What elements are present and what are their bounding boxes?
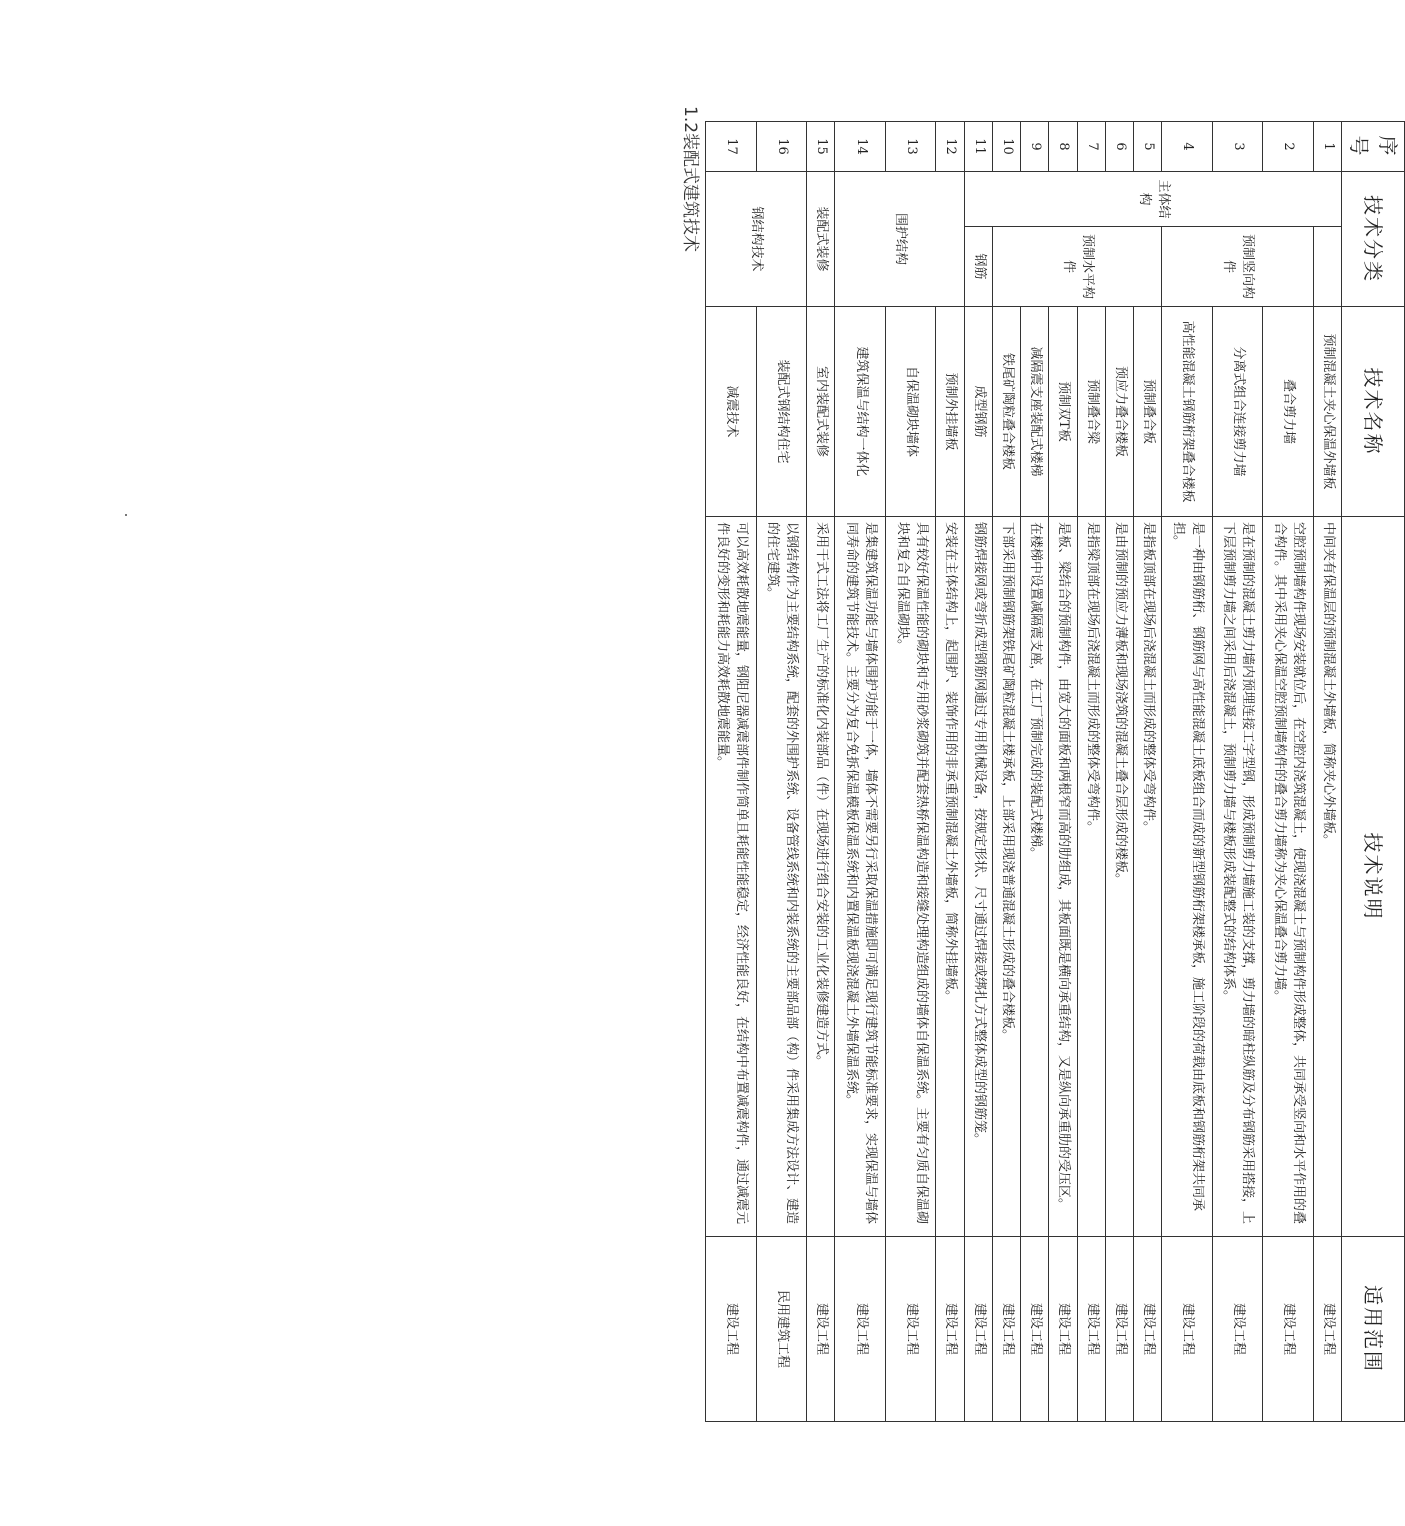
row-name: 铁尾矿陶粒叠合楼板 [992,307,1020,517]
row-name: 叠合剪力墙 [1263,307,1314,517]
row-name: 预制双T板 [1049,307,1077,517]
row-name: 室内装配式装修 [807,307,835,517]
row-name: 成型钢筋 [964,307,992,517]
row-name: 预制叠合梁 [1077,307,1105,517]
table-row [1077,122,1105,1422]
table-row [1133,122,1161,1422]
table-row [1162,122,1213,1422]
row-name: 自保温砌块墙体 [885,307,936,517]
category-main: 主体结构 [964,172,1341,227]
row-no: 3 [1212,122,1263,172]
row-no: 8 [1049,122,1077,172]
table-row [807,122,835,1422]
header-no: 序号 [1342,122,1405,172]
row-description: 具有较好保温性能的砌块和专用砂浆砌筑并配套热桥保温构造和接缝处理构造组成的墙体自保温系统。主要有匀质自保温砌块和复合自保温砌块。 [885,517,936,1237]
table-row [1212,122,1263,1422]
header-category: 技术分类 [1342,172,1405,307]
row-description: 下部采用预制钢筋架铁尾矿陶粒混凝土楼承板，上部采用现浇普通混凝土形成的叠合楼板。 [992,517,1020,1237]
row-description: 是指梁顶部在现场后浇混凝土而形成的整体受弯构件。 [1077,517,1105,1237]
table-row [964,122,992,1422]
row-no: 4 [1162,122,1213,172]
row-scope: 建设工程 [807,1237,835,1422]
table-row [1313,122,1341,1422]
rotated-content [665,106,1405,1451]
header-scope: 适用范围 [1342,1237,1405,1422]
row-name: 建筑保温与结构一体化 [835,307,886,517]
table-row [885,122,936,1422]
technology-table [705,121,1405,1422]
row-scope: 建设工程 [1021,1237,1049,1422]
row-no: 17 [706,122,757,172]
row-scope: 建设工程 [1105,1237,1133,1422]
row-description: 是由预制的预应力薄板和现场浇筑的混凝土叠合层形成的楼板。 [1105,517,1133,1237]
section-title: 1.2装配式建筑技术 [680,106,700,253]
table-row [1105,122,1133,1422]
row-name: 预制叠合板 [1133,307,1161,517]
header-name: 技术名称 [1342,307,1405,517]
category-vertical: 预制竖向构件 [1162,227,1314,307]
row-name: 预制混凝土夹心保温外墙板 [1313,307,1341,517]
row-description: 是一种由钢筋桁、钢筋网与高性能混凝土底板组合而成的新型钢筋桁架楼承板，施工阶段的荷载由底板和钢筋桁架共同承担。 [1162,517,1213,1237]
row-scope: 建设工程 [1049,1237,1077,1422]
row-description: 是集建筑保温功能与墙体围护功能于一体，墙体不需要另行采取保温措施即可满足现行建筑节能标准要求，实现保温与墙体同寿命的建筑节能技术。主要分为复合免拆保温模板保温系统和内置保温板现浇混凝土外墙保温系统。 [835,517,886,1237]
header-description: 技术说明 [1342,517,1405,1237]
category-blank [1313,227,1341,307]
row-name: 减隔震支座装配式楼梯 [1021,307,1049,517]
row-name: 预制外挂墙板 [936,307,964,517]
row-no: 16 [756,122,807,172]
row-scope: 建设工程 [964,1237,992,1422]
table-row [992,122,1020,1422]
row-scope: 建设工程 [1263,1237,1314,1422]
table-row [706,122,757,1422]
row-description: 可以高效耗散地震能量，钢阻尼器减震部件制作简单且耗能性能稳定，经济性能良好，在结构中布置减震构件，通过减震元件良好的变形和耗能力高效耗散地震能量。 [706,517,757,1237]
row-description: 是指板顶部在现场后浇混凝土而形成的整体受弯构件。 [1133,517,1161,1237]
row-name: 装配式钢结构住宅 [756,307,807,517]
category-steel: 钢结构技术 [706,172,807,307]
row-name: 高性能混凝土钢筋桁架叠合楼板 [1162,307,1213,517]
row-scope: 建设工程 [1077,1237,1105,1422]
row-description: 钢筋焊接网或弯折成型钢筋网通过专用机械设备，按规定形状、尺寸通过焊接或绑扎方式整体成型的钢筋笼。 [964,517,992,1237]
row-description: 是在预制的混凝土剪力墙内预埋连接工字型钢，形成预制剪力墙施工装的支撑，剪力墙的暗柱纵筋及分布钢筋采用搭接，上下层预制剪力墙之间采用后浇混凝土，预制剪力墙与楼板形成装配整式的结构体系。 [1212,517,1263,1237]
row-scope: 建设工程 [1212,1237,1263,1422]
row-name: 减震技术 [706,307,757,517]
header-row [1342,122,1405,1422]
row-description: 中间夹有保温层的预制混凝土外墙板，简称夹心外墙板。 [1313,517,1341,1237]
table-row [936,122,964,1422]
row-no: 10 [992,122,1020,172]
row-description: 安装在主体结构上，起围护、装饰作用的非承重预制混凝土外墙板，简称外挂墙板。 [936,517,964,1237]
row-no: 7 [1077,122,1105,172]
row-scope: 建设工程 [1133,1237,1161,1422]
row-no: 14 [835,122,886,172]
row-description: 是板、梁结合的预制构件，由宽大的面板和两根窄而高的肋组成，其板面既是横向承重结构，又是纵向承重肋的受压区。 [1049,517,1077,1237]
row-scope: 建设工程 [706,1237,757,1422]
row-description: 以钢结构作为主要结构系统，配套的外围护系统、设备管线系统和内装系统的主要部品部（构）件采用集成方法设计、建造的住宅建筑。 [756,517,807,1237]
row-scope: 民用建筑工程 [756,1237,807,1422]
row-no: 5 [1133,122,1161,172]
row-no: 11 [964,122,992,172]
row-no: 15 [807,122,835,172]
row-no: 2 [1263,122,1314,172]
table-row [835,122,886,1422]
row-no: 13 [885,122,936,172]
category-horizontal: 预制水平构件 [992,227,1161,307]
scan-speck [125,514,127,516]
row-description: 在楼梯中设置减隔震支座，在工厂预制完成的装配式楼梯。 [1021,517,1049,1237]
row-name: 预应力叠合楼板 [1105,307,1133,517]
row-scope: 建设工程 [992,1237,1020,1422]
row-scope: 建设工程 [835,1237,886,1422]
row-scope: 建设工程 [885,1237,936,1422]
row-scope: 建设工程 [936,1237,964,1422]
table-row [1021,122,1049,1422]
category-decoration: 装配式装修 [807,172,835,307]
category-rebar: 钢筋 [964,227,992,307]
row-scope: 建设工程 [1313,1237,1341,1422]
row-no: 6 [1105,122,1133,172]
row-name: 分离式组合连接剪力墙 [1212,307,1263,517]
table-row [756,122,807,1422]
row-no: 12 [936,122,964,172]
row-description: 采用干式工法将工厂生产的标准化内装部品（件）在现场进行组合安装的工业化装修建造方式。 [807,517,835,1237]
row-description: 空腔预制墙构件现场安装就位后，在空腔内浇筑混凝土，使现浇混凝土与预制构件形成整体，共同承受竖向和水平作用的叠合构件。其中采用夹心保温空腔预制墙构件的叠合剪力墙称为夹心保温叠合剪力墙。 [1263,517,1314,1237]
row-no: 1 [1313,122,1341,172]
table-row [1263,122,1314,1422]
table-row [1049,122,1077,1422]
category-envelope: 围护结构 [835,172,964,307]
row-no: 9 [1021,122,1049,172]
row-scope: 建设工程 [1162,1237,1213,1422]
